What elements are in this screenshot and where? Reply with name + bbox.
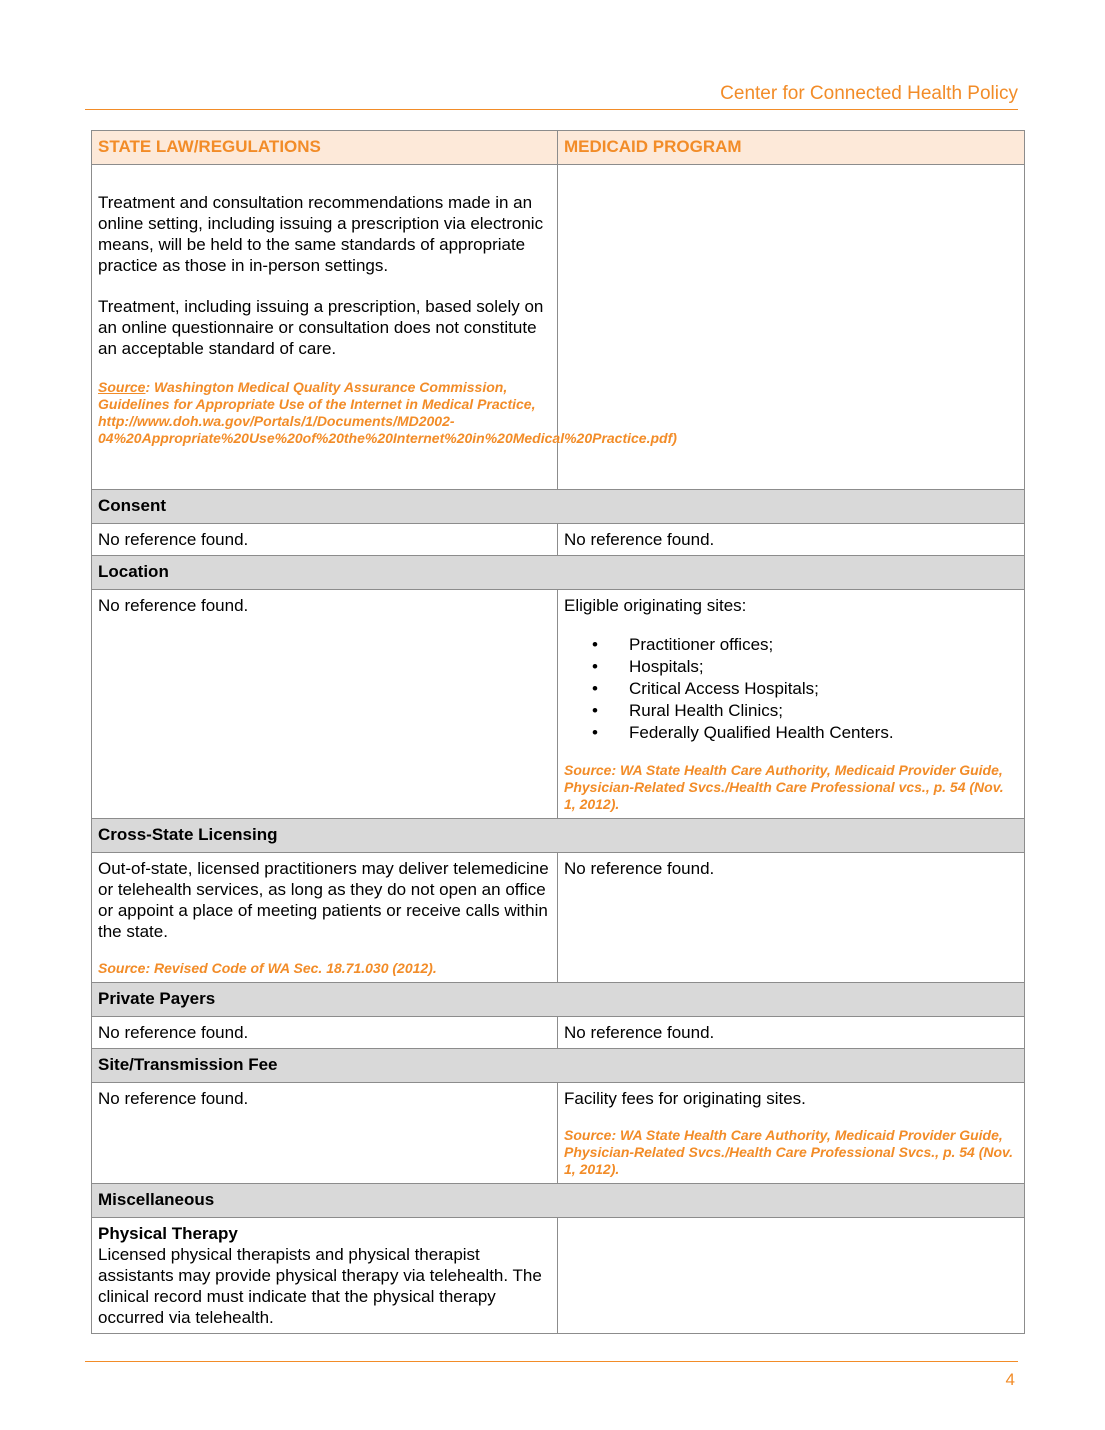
source-citation: Source: WA State Health Care Authority, Medicaid Provider Guide, Physician-Related Svcs./Health Care Professional Svcs., p. 54 (Nov. 1, 2012).	[564, 1127, 1013, 1177]
list-item: • Hospitals;	[592, 657, 704, 676]
section-header-location	[92, 556, 1025, 590]
originating-sites-list	[564, 634, 1018, 744]
section-title: Location	[92, 556, 1025, 590]
column-header-row	[92, 131, 1025, 165]
table-row	[92, 165, 1025, 490]
intro-state-cell	[92, 165, 677, 490]
bullet-icon: •	[592, 723, 598, 742]
intro-paragraph: Treatment, including issuing a prescription, based solely on an online questionnaire or consultation does not constitute an acceptable standard of care.	[98, 297, 544, 358]
bullet-icon: •	[592, 635, 598, 654]
header-divider	[85, 109, 1018, 110]
site-fee-medicaid-cell	[558, 1083, 1025, 1184]
table-row	[92, 1017, 1025, 1049]
table-row	[92, 524, 1025, 556]
location-state-cell: No reference found.	[92, 590, 558, 819]
source-text: : Washington Medical Quality Assurance Commission, Guidelines for Appropriate Use of the Internet in Medical Practice, http://www.doh.wa.gov/Portals/1/Documents/MD2002-04%20Appropriate%20Use%20of%20the%20Internet%20in%20Medical%20Practice.pdf)	[98, 379, 677, 446]
section-title: Private Payers	[92, 983, 1025, 1017]
section-header-licensing	[92, 819, 1025, 853]
source-citation: Source: WA State Health Care Authority, Medicaid Provider Guide, Physician-Related Svcs./Health Care Professional vcs., p. 54 (Nov. 1, 2012).	[564, 762, 1004, 812]
list-item: • Federally Qualified Health Centers.	[592, 723, 894, 742]
source-label: Source	[98, 379, 146, 395]
footer-divider	[85, 1361, 1018, 1362]
misc-medicaid-cell	[558, 1218, 1025, 1334]
column-header-medicaid: MEDICAID PROGRAM	[558, 131, 1025, 165]
list-item: • Critical Access Hospitals;	[592, 679, 819, 698]
section-header-misc	[92, 1184, 1025, 1218]
section-title: Cross-State Licensing	[92, 819, 1025, 853]
section-title: Site/Transmission Fee	[92, 1049, 1025, 1083]
list-item: • Practitioner offices;	[592, 635, 774, 654]
licensing-state-cell	[92, 853, 558, 983]
private-payers-state-cell: No reference found.	[92, 1017, 558, 1049]
bullet-icon: •	[592, 657, 598, 676]
table-row	[92, 590, 1025, 819]
table-row	[92, 1083, 1025, 1184]
intro-paragraph: Treatment and consultation recommendations made in an online setting, including issuing a prescription via electronic means, will be held to the same standards of appropriate practice as those in in-person settings.	[98, 193, 544, 275]
bullet-icon: •	[592, 701, 598, 720]
source-citation	[98, 379, 677, 447]
section-header-site-fee	[92, 1049, 1025, 1083]
section-header-private-payers	[92, 983, 1025, 1017]
bullet-icon: •	[592, 679, 598, 698]
header-title: Center for Connected Health Policy	[720, 83, 1018, 104]
licensing-medicaid-cell: No reference found.	[558, 853, 1025, 983]
section-title: Consent	[92, 490, 1025, 524]
physical-therapy-text: Licensed physical therapists and physical therapist assistants may provide physical therapy via telehealth. The clinical record must indicate that the physical therapy occurred via telehealth.	[98, 1245, 542, 1327]
misc-state-cell	[92, 1218, 558, 1334]
licensing-text: Out-of-state, licensed practitioners may deliver telemedicine or telehealth services, as long as they do not open an office or appoint a place of meeting patients or receive calls within the state.	[98, 859, 549, 941]
originating-sites-intro: Eligible originating sites:	[564, 596, 747, 615]
consent-state-cell: No reference found.	[92, 524, 558, 556]
page-number: 4	[1005, 1370, 1015, 1389]
column-header-state-law: STATE LAW/REGULATIONS	[92, 131, 558, 165]
consent-medicaid-cell: No reference found.	[558, 524, 1025, 556]
policy-table	[91, 130, 1025, 1334]
location-medicaid-cell	[558, 590, 1025, 819]
table-row	[92, 1218, 1025, 1334]
section-title: Miscellaneous	[92, 1184, 1025, 1218]
site-fee-state-cell: No reference found.	[92, 1083, 558, 1184]
site-fee-text: Facility fees for originating sites.	[564, 1089, 806, 1108]
private-payers-medicaid-cell: No reference found.	[558, 1017, 1025, 1049]
physical-therapy-heading: Physical Therapy	[98, 1224, 238, 1243]
section-header-consent	[92, 490, 1025, 524]
source-citation: Source: Revised Code of WA Sec. 18.71.030 (2012).	[98, 960, 437, 976]
list-item: • Rural Health Clinics;	[592, 701, 783, 720]
table-row	[92, 853, 1025, 983]
